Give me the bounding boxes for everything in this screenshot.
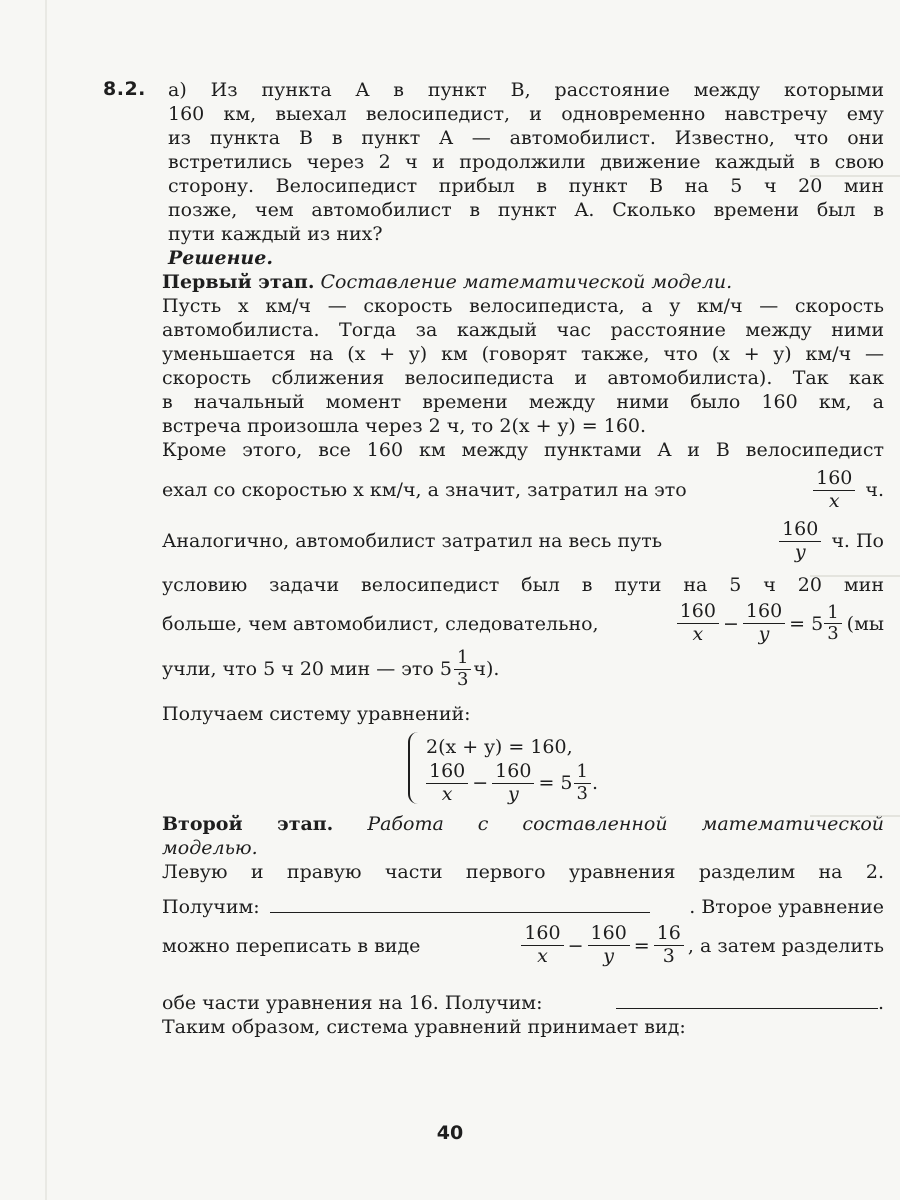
- page-number: 40: [436, 1122, 464, 1144]
- stage-one-title: Первый этап.: [162, 271, 315, 293]
- system-brace: [408, 732, 420, 804]
- text-line: Кроме этого, все 160 км между пунктами A и B велосипедист: [162, 439, 884, 461]
- difference-equation: $\frac{160}{x}$ − $\frac{160}{y}$ = 5 $\frac{1}{3}$ (мы: [673, 601, 884, 646]
- text-line: Левую и правую части первого уравнения разделим на 2.: [162, 861, 884, 884]
- answer-blank-1[interactable]: [270, 894, 650, 913]
- rewrite-line: можно переписать в виде $\frac{160}{x}$ − $\frac{160}{y}$ = $\frac{16}{3}$ , а затем разделить: [162, 922, 884, 968]
- statement-line: сторону. Велосипедист прибыл в пункт B на 5 ч 20 мин: [168, 175, 884, 197]
- answer-blank-2[interactable]: [616, 990, 878, 1009]
- text-line: условию задачи велосипедист был в пути на 5 ч 20 мин: [162, 574, 884, 597]
- statement-line: а) Из пункта A в пункт B, расстояние между которыми: [168, 79, 884, 101]
- driver-time-line: Аналогично, автомобилист затратил на весь путь $\frac{160}{y}$ ч. По: [162, 517, 884, 563]
- text-line: Пусть x км/ч — скорость велосипедиста, а y км/ч — скорость: [162, 295, 884, 317]
- page-edge: [45, 0, 47, 1200]
- fraction-160-over-y: $\frac{160}{y}$: [779, 519, 821, 564]
- system-equation-2: $\frac{160}{x}$ − $\frac{160}{y}$ = 5 $\frac{1}{3}$ .: [426, 762, 598, 804]
- stage-two-subtitle-cont: моделью.: [162, 837, 258, 860]
- text-line: автомобилиста. Тогда за каждый час расстояние между ними: [162, 319, 884, 341]
- text-line: встреча произошла через 2 ч, то 2(x + y) = 160.: [162, 415, 647, 437]
- system-equation-1: 2(x + y) = 160,: [425, 736, 573, 759]
- statement-line: позже, чем автомобилист в пункт A. Сколько времени был в: [168, 199, 884, 221]
- noted-line: учли, что 5 ч 20 мин — это 5 $\frac{1}{3}$ ч).: [162, 647, 500, 690]
- cyclist-time-line: ехал со скоростью x км/ч, а значит, затратил на это $\frac{160}{x}$ ч.: [162, 467, 884, 512]
- statement-line: 160 км, выехал велосипедист, и одновременно навстречу ему: [168, 103, 884, 125]
- stage-one: [162, 270, 884, 804]
- text-line: Таким образом, система уравнений принимает вид:: [162, 1016, 686, 1039]
- got-line: Получим: . Второе уравнение: [162, 896, 884, 919]
- rewritten-equation: $\frac{160}{x}$ − $\frac{160}{y}$ = $\frac{16}{3}$ , а затем разделить: [517, 923, 884, 968]
- problem-content: [162, 78, 884, 1039]
- problem-statement: [168, 78, 884, 270]
- stage-two-subtitle: Работа с составленной математической: [367, 813, 884, 836]
- difference-equation-line: больше, чем автомобилист, следовательно, $\frac{160}{x}$ − $\frac{160}{y}$ = 5 $\frac{1}{3}$ (мы: [162, 600, 884, 646]
- stage-two: [162, 812, 884, 1039]
- text-line: Получаем систему уравнений:: [162, 703, 471, 726]
- both-sides-line: обе части уравнения на 16. Получим: .: [162, 992, 884, 1015]
- text-line: уменьшается на (x + y) км (говорят также, что (x + y) км/ч —: [162, 343, 884, 365]
- stage-one-subtitle: Составление математической модели.: [320, 271, 733, 293]
- solution-label: Решение.: [168, 247, 273, 269]
- statement-line: из пункта B в пункт A — автомобилист. Известно, что они: [168, 127, 884, 149]
- text-line: в начальный момент времени между ними было 160 км, а: [162, 391, 884, 413]
- problem-number: 8.2.: [103, 78, 146, 100]
- stage-two-title: Второй этап.: [162, 813, 334, 836]
- statement-line: пути каждый из них?: [168, 223, 383, 245]
- fraction-160-over-x: $\frac{160}{x}$: [813, 468, 855, 513]
- text-line: скорость сближения велосипедиста и автомобилиста). Так как: [162, 367, 884, 389]
- equation-system: [122, 732, 884, 804]
- statement-line: встретились через 2 ч и продолжили движение каждый в свою: [168, 151, 884, 173]
